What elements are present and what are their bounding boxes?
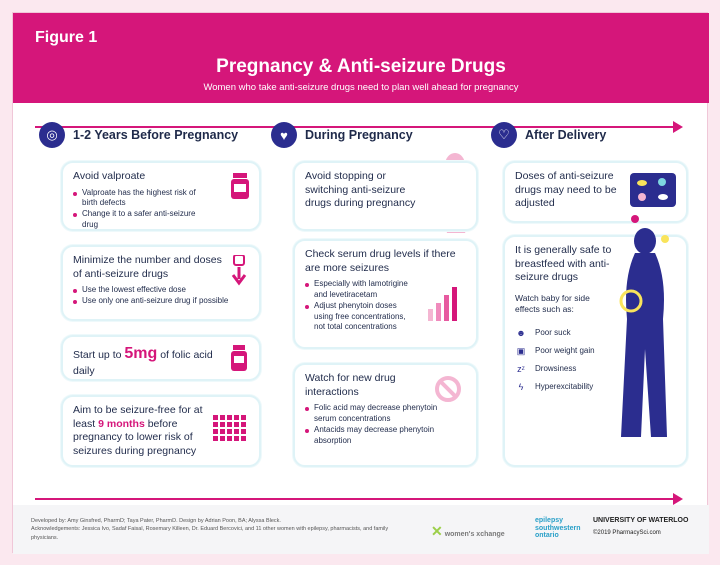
logo-text: UNIVERSITY OF WATERLOO <box>593 517 689 524</box>
credits-line: Developed by: Amy Ginsfred, PharmD; Taya Pater, PharmD. Design by Adrian Poon, BA; Alyssa Bleck. <box>31 518 281 524</box>
credits <box>31 517 411 542</box>
seizure-post: before pregnancy to lower risk of seizures during pregnancy <box>73 417 197 457</box>
column-before-pregnancy <box>39 121 238 149</box>
womens-xchange-logo: ✕ women's xchange <box>431 523 505 539</box>
supplement-bottle-icon <box>231 345 247 371</box>
infographic <box>12 12 708 553</box>
pill-box-icon <box>630 173 676 207</box>
side-effect-label: Poor weight gain <box>535 346 595 356</box>
seizure-pre: Aim to be seizure-free for at least <box>73 404 203 430</box>
card-title: Check serum drug levels if there are more seizures <box>305 248 456 274</box>
card-title: Watch for new drug interactions <box>305 372 396 398</box>
credits-line: Acknowledgements: Jessica Ivo, Sadaf Faisal, Rosemary Killeen, Dr. Eduard Bercovici, and 11 other women with epilepsy, pharmacists, and family physicians. <box>31 526 389 541</box>
side-effect-label: Poor suck <box>535 328 571 338</box>
card-title: It is generally safe to breastfeed with anti-seizure drugs <box>515 244 612 284</box>
bullet: Antacids may decrease phenytoin absorption <box>305 425 445 447</box>
folic-dose: 5mg <box>124 345 158 362</box>
breastfeeding-mother-silhouette-icon <box>605 209 679 439</box>
epilepsy-logo: epilepsy southwestern ontario <box>535 517 581 540</box>
watch-baby-intro: Watch baby for side effects such as: <box>515 292 590 315</box>
bullet: Use only one anti-seizure drug if possible <box>73 296 249 307</box>
bullet: Adjust phenytoin doses using free concentrations, not total concentrations <box>305 301 417 333</box>
header-banner <box>13 13 709 103</box>
bullet: Especially with lamotrigine and levetiracetam <box>305 279 417 301</box>
sleeping-baby-icon: ☻ <box>516 327 526 338</box>
column-during-pregnancy <box>271 121 413 149</box>
page-title: Pregnancy & Anti-seizure Drugs <box>216 56 506 77</box>
side-effect-label: Hyperexcitability <box>535 382 594 392</box>
card-folic-acid <box>61 335 261 381</box>
card-avoid-stopping <box>293 161 478 231</box>
bullet: Folic acid may decrease phenytoin serum concentrations <box>305 403 445 425</box>
column-title: 1-2 Years Before Pregnancy <box>73 128 239 142</box>
side-effect-label: Drowsiness <box>535 364 577 374</box>
card-serum-levels <box>293 239 478 349</box>
heart-icon: ♥ <box>271 122 297 148</box>
timeline-bottom-arrowhead <box>673 493 683 505</box>
card-title: Avoid valproate <box>73 170 146 182</box>
card-seizure-free <box>61 395 261 467</box>
down-arrow-icon <box>231 255 247 289</box>
calendar-grid-icon <box>213 415 249 445</box>
timeline-arrowhead <box>673 121 683 133</box>
card-title: Avoid stopping or switching anti-seizure drugs during pregnancy <box>305 170 416 210</box>
footer <box>13 505 709 554</box>
lightning-icon: ϟ <box>518 381 524 392</box>
bullet: Change it to a safer anti-seizure drug <box>73 209 213 231</box>
zzz-icon: zᶻ <box>517 363 525 374</box>
bullet: Use the lowest effective dose <box>73 285 249 296</box>
column-title: After Delivery <box>525 128 607 142</box>
card-title: Doses of anti-seizure drugs may need to be adjusted <box>515 170 617 210</box>
column-title: During Pregnancy <box>305 128 413 142</box>
pill-bottle-icon <box>231 173 249 199</box>
copyright: ©2019 PharmacySci.com <box>593 530 661 536</box>
baby-bottle-icon: ♡ <box>491 122 517 148</box>
folic-post: of folic acid daily <box>73 349 213 377</box>
page-subtitle: Women who take anti-seizure drugs need to plan well ahead for pregnancy <box>203 82 519 93</box>
figure-label: Figure 1 <box>35 29 98 46</box>
column-after-delivery <box>491 121 606 149</box>
bar-chart-icon <box>428 281 464 321</box>
waterloo-logo <box>593 517 693 536</box>
card-title: Minimize the number and doses of anti-seizure drugs <box>73 254 222 280</box>
seizure-months: 9 months <box>98 417 145 430</box>
target-icon: ◎ <box>39 122 65 148</box>
scale-icon: ▣ <box>516 345 526 356</box>
card-minimize-drugs <box>61 245 261 321</box>
timeline-bottom-arrow <box>35 498 675 500</box>
folic-pre: Start up to <box>73 349 125 361</box>
logo-text: women's xchange <box>444 531 505 538</box>
card-drug-interactions <box>293 363 478 467</box>
prohibited-icon <box>434 375 462 403</box>
bullet: Valproate has the highest risk of birth defects <box>73 188 213 210</box>
card-avoid-valproate <box>61 161 261 231</box>
